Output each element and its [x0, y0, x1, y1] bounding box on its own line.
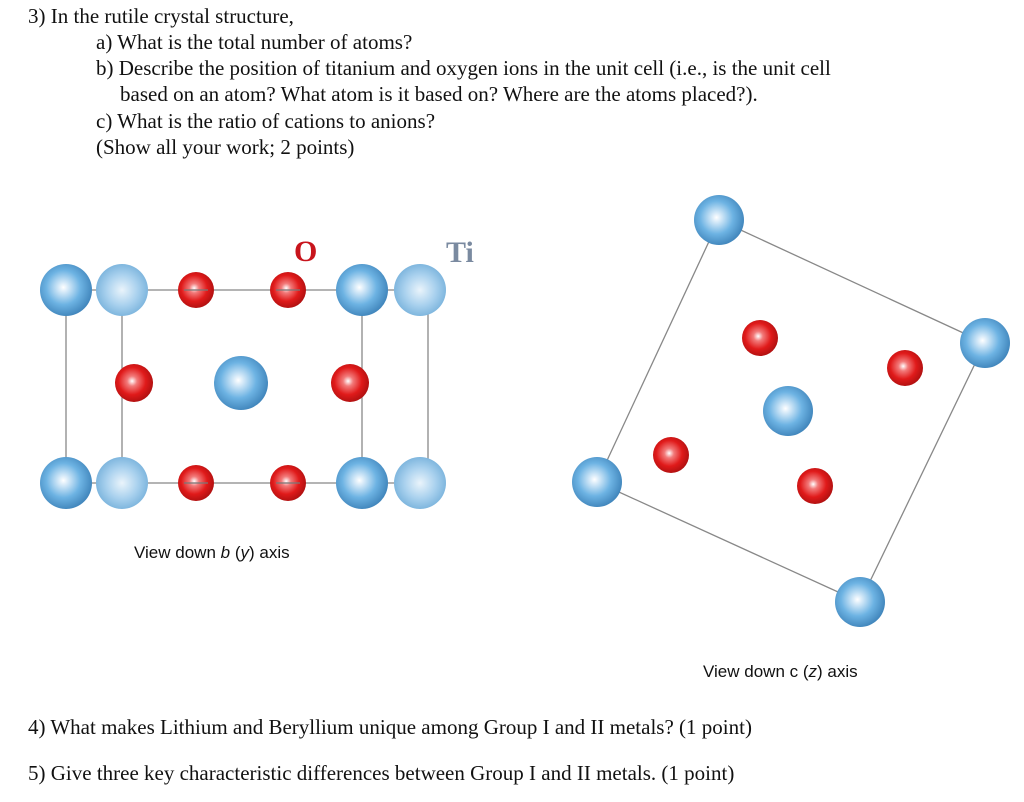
ti-atom: [40, 457, 92, 509]
ti-atom: [572, 457, 622, 507]
ti-atom: [394, 264, 446, 316]
right-figure-caption: View down c (z) axis: [703, 662, 858, 681]
q3-part-b-line1: b) Describe the position of titanium and oxygen ions in the unit cell (i.e., is the unit cell: [96, 56, 831, 80]
q3-title: 3) In the rutile crystal structure,: [28, 4, 294, 28]
q3-part-b-line2: based on an atom? What atom is it based on? Where are the atoms placed?).: [120, 82, 758, 106]
label-oxygen: O: [294, 235, 318, 268]
left-figure-caption: View down b (y) axis: [134, 543, 290, 562]
ti-atom: [960, 318, 1010, 368]
q3-part-c: c) What is the ratio of cations to anions?: [96, 109, 436, 133]
o-atom: [887, 350, 923, 386]
right-unit-cell: [572, 195, 1010, 627]
o-atom: [797, 468, 833, 504]
ti-atom: [214, 356, 268, 410]
q5-text: 5) Give three key characteristic differences between Group I and II metals. (1 point): [28, 761, 735, 785]
o-atom: [653, 437, 689, 473]
o-atom: [742, 320, 778, 356]
o-atom: [115, 364, 153, 402]
ti-atom: [40, 264, 92, 316]
ti-atom: [835, 577, 885, 627]
q3-part-a: a) What is the total number of atoms?: [96, 30, 413, 54]
ti-atom: [763, 386, 813, 436]
ti-atom: [96, 457, 148, 509]
ti-atom: [694, 195, 744, 245]
ti-atom: [96, 264, 148, 316]
q4-text: 4) What makes Lithium and Beryllium unique among Group I and II metals? (1 point): [28, 715, 752, 739]
q3-note: (Show all your work; 2 points): [96, 135, 355, 159]
ti-atom: [336, 264, 388, 316]
left-unit-cell: [40, 235, 474, 509]
ti-atom: [394, 457, 446, 509]
ti-atom: [336, 457, 388, 509]
label-titanium: Ti: [446, 236, 474, 269]
o-atom: [331, 364, 369, 402]
